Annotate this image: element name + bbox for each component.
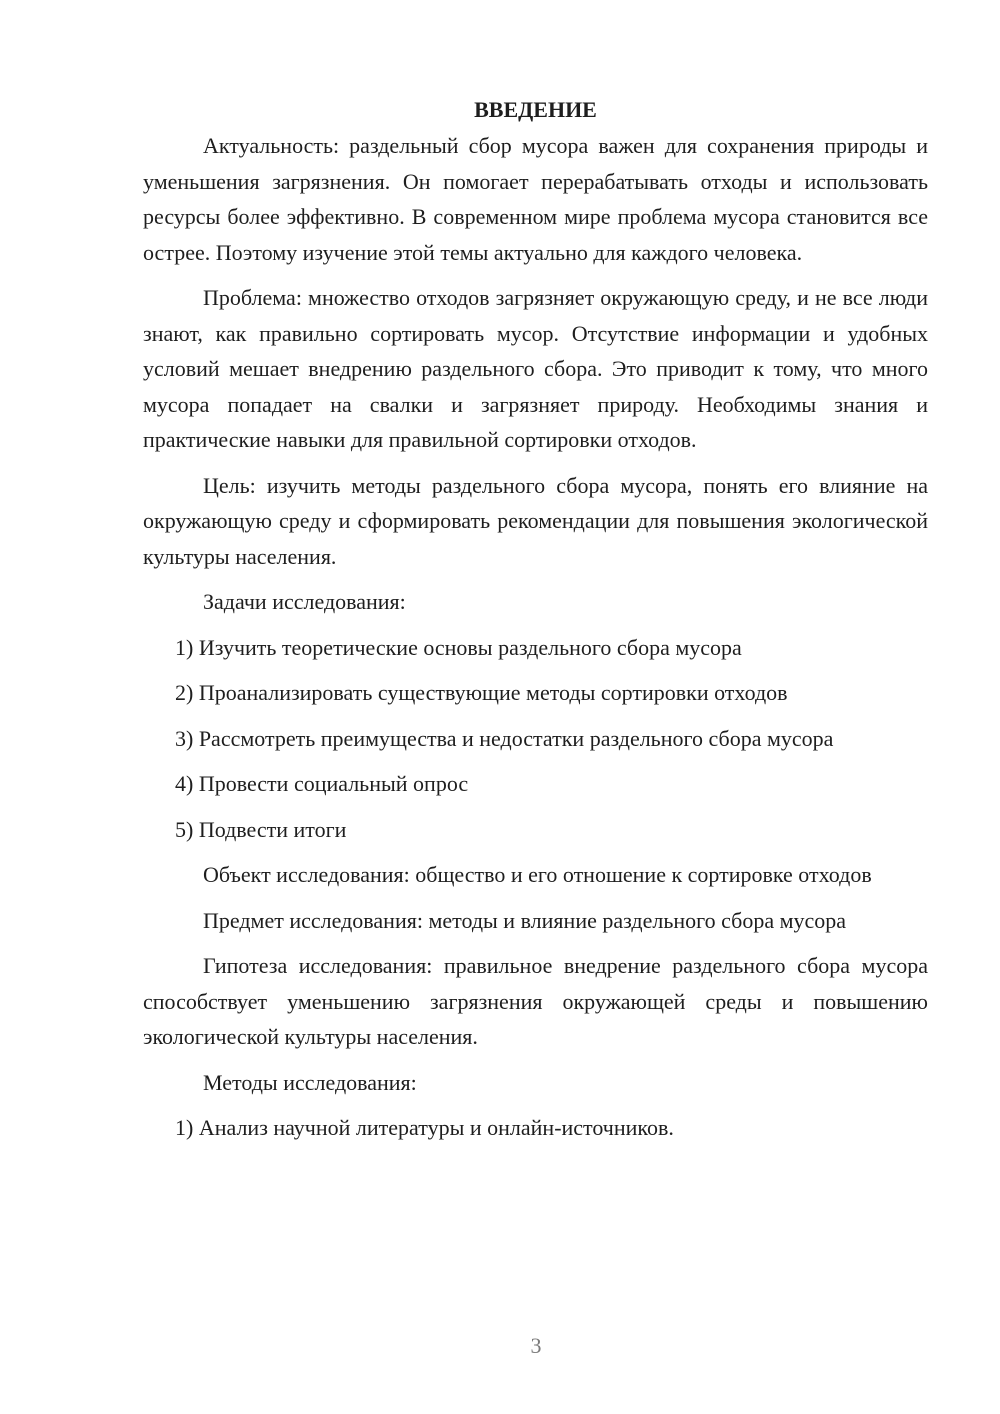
- tasks-list: [143, 630, 928, 848]
- page-number: 3: [530, 1333, 542, 1358]
- task-item: 1) Изучить теоретические основы раздельного сбора мусора: [175, 634, 742, 660]
- tasks-label: Задачи исследования:: [203, 589, 406, 614]
- methods-label: Методы исследования:: [203, 1069, 417, 1095]
- task-item: 2) Проанализировать существующие методы сортировки отходов: [175, 680, 788, 705]
- subject-paragraph: Предмет исследования: методы и влияние раздельного сбора мусора: [203, 907, 847, 933]
- task-item: 4) Провести социальный опрос: [175, 771, 469, 796]
- document-body: [143, 92, 928, 1156]
- methods-list: [143, 1110, 928, 1146]
- object-paragraph: Объект исследования: общество и его отношение к сортировке отходов: [203, 862, 872, 887]
- problem-paragraph: Проблема: множество отходов загрязняет окружающую среду, и не все люди знают, как правильно сортировать мусор. Отсутствие информации и удобных условий мешает внедрению раздельного сбора. Это приводит к тому, что много мусора попадает на свалки и загрязняет природу. Необходимы знания и практические навыки для правильной сортировки отходов.: [143, 285, 928, 452]
- task-item: 5) Подвести итоги: [175, 816, 347, 842]
- section-title: ВВЕДЕНИЕ: [474, 97, 597, 122]
- relevance-paragraph: Актуальность: раздельный сбор мусора важен для сохранения природы и уменьшения загрязнения. Он помогает перерабатывать отходы и использовать ресурсы более эффективно. В современном мире проблема мусора становится все острее. Поэтому изучение этой темы актуально для каждого человека.: [143, 133, 928, 265]
- goal-paragraph: Цель: изучить методы раздельного сбора мусора, понять его влияние на окружающую среду и сформировать рекомендации для повышения экологической культуры населения.: [143, 472, 928, 569]
- task-item: 3) Рассмотреть преимущества и недостатки раздельного сбора мусора: [175, 725, 834, 751]
- hypothesis-paragraph: Гипотеза исследования: правильное внедрение раздельного сбора мусора способствует уменьшению загрязнения окружающей среды и повышению экологической культуры населения.: [143, 953, 928, 1049]
- method-item: 1) Анализ научной литературы и онлайн-источников.: [175, 1115, 674, 1140]
